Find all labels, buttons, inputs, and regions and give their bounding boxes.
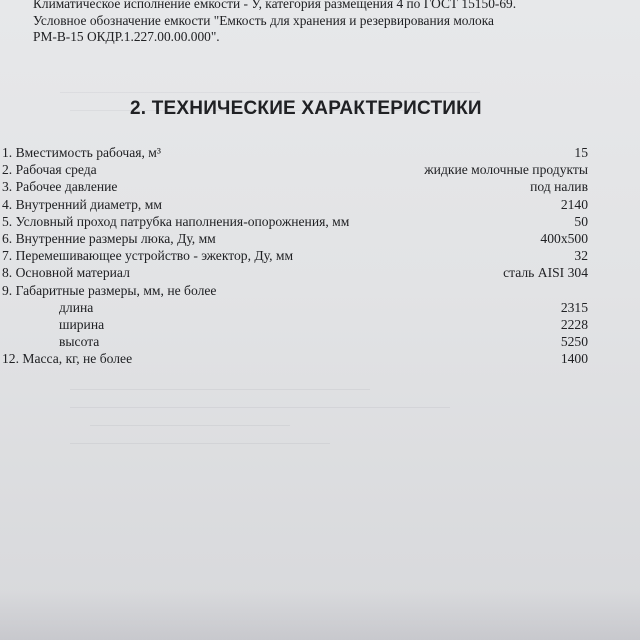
- spec-row: [2, 178, 588, 195]
- spec-value: сталь AISI 304: [503, 265, 588, 281]
- bleed-through-lower: [30, 372, 590, 444]
- spec-value: 400х500: [540, 230, 588, 246]
- spec-value: 32: [574, 248, 588, 264]
- spec-value: 2140: [560, 196, 588, 212]
- spec-value: 2228: [560, 316, 588, 332]
- spec-label: 3. Рабочее давление: [2, 179, 118, 195]
- spec-row: [2, 282, 588, 299]
- spec-row-sub: [2, 299, 588, 316]
- spec-label: 2. Рабочая среда: [2, 162, 97, 178]
- spec-row: [2, 161, 588, 178]
- spec-value: жидкие молочные продукты: [424, 162, 588, 178]
- spec-row: [2, 213, 588, 230]
- intro-line-climate: Климатическое исполнение емкости - У, категория размещения 4 по ГОСТ 15150-69.: [33, 0, 517, 11]
- spec-label: 4. Внутренний диаметр, мм: [2, 196, 162, 212]
- spec-label: 8. Основной материал: [2, 265, 130, 281]
- spec-label: 9. Габаритные размеры, мм, не более: [2, 282, 217, 298]
- paper-shadow: [0, 590, 640, 640]
- spec-label: 5. Условный проход патрубка наполнения-опорожнения, мм: [2, 213, 350, 229]
- spec-value: 15: [574, 145, 588, 160]
- spec-label: 6. Внутренние размеры люка, Ду, мм: [2, 230, 216, 246]
- spec-label: длина: [59, 299, 94, 315]
- intro-line-designation: Условное обозначение емкости "Емкость для хранения и резервирования молока: [33, 12, 494, 28]
- spec-row: [2, 144, 588, 161]
- specs-list: [2, 144, 588, 367]
- spec-row: [2, 196, 588, 213]
- spec-label: 12. Масса, кг, не более: [2, 351, 133, 367]
- spec-label: 1. Вместимость рабочая, м³: [2, 145, 161, 160]
- intro-line-code: РМ-В-15 ОКДР.1.227.00.00.000".: [33, 29, 220, 44]
- spec-row: [2, 350, 588, 367]
- spec-value: 2315: [560, 299, 588, 315]
- spec-label: высота: [59, 334, 100, 350]
- spec-row: [2, 230, 588, 247]
- spec-value: 50: [574, 213, 588, 229]
- spec-value: 1400: [560, 351, 588, 367]
- spec-row: [2, 264, 588, 281]
- spec-value: под налив: [530, 179, 588, 195]
- spec-label: 7. Перемешивающее устройство - эжектор, Ду, мм: [2, 248, 294, 264]
- spec-row-sub: [2, 333, 588, 350]
- spec-row: [2, 247, 588, 264]
- section-heading: 2. ТЕХНИЧЕСКИЕ ХАРАКТЕРИСТИКИ: [130, 98, 482, 119]
- spec-value: 5250: [560, 334, 588, 350]
- intro-paragraph: [33, 0, 603, 46]
- spec-row-sub: [2, 316, 588, 333]
- spec-label: ширина: [59, 316, 105, 332]
